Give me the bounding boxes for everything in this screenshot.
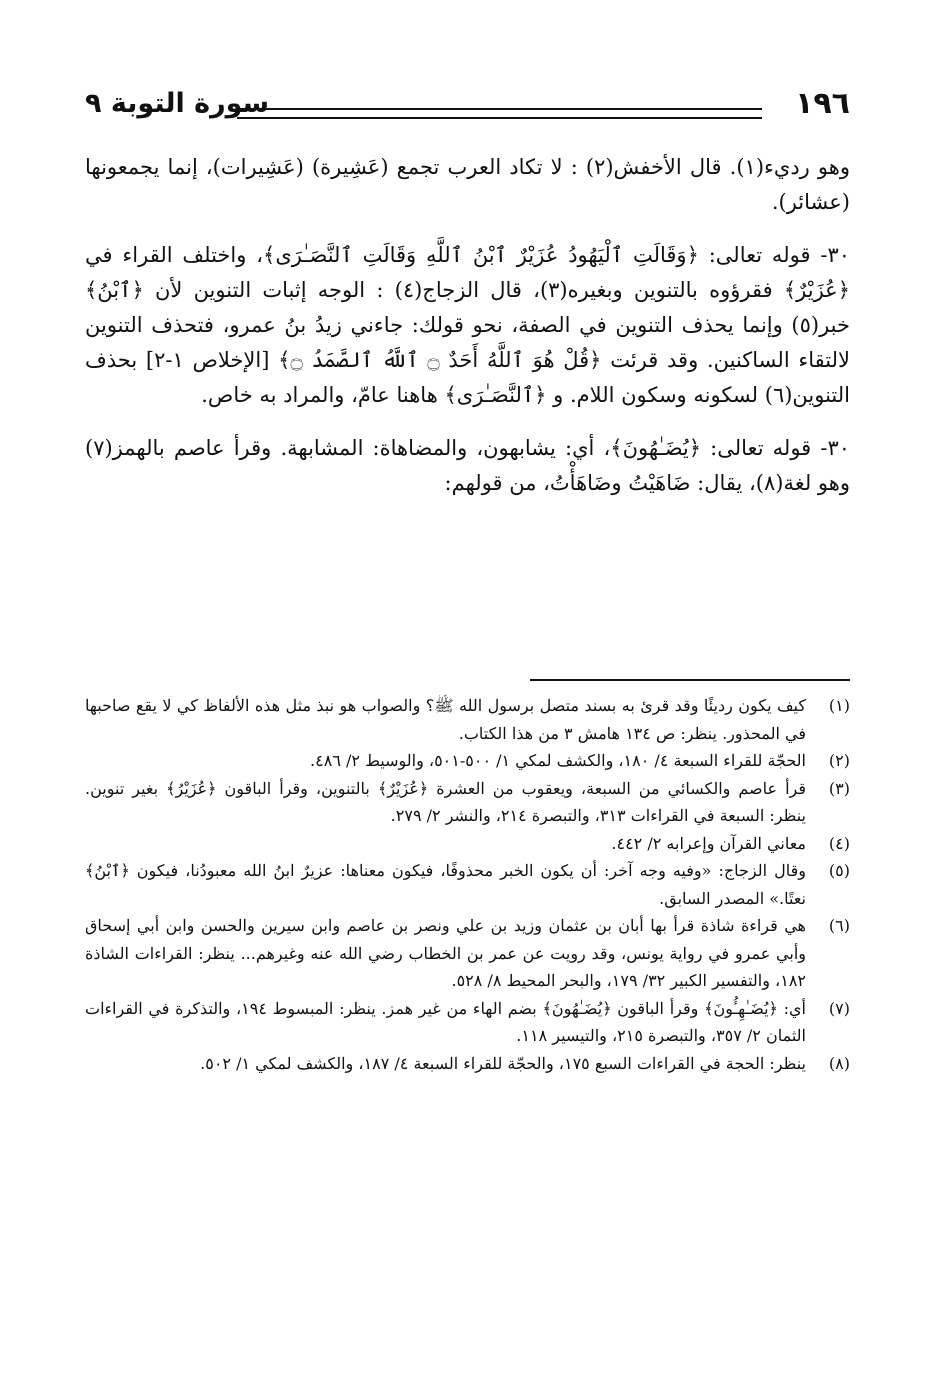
body-paragraph: وهو رديء(١). قال الأخفش(٢) : لا تكاد العرب تجمع (عَشِيرة) (عَشِيرات)، إنما يجمعونها (عشائر).: [85, 155, 850, 214]
footnote: [85, 912, 850, 995]
footnote-text: أي: ﴿يُضَـٰهِـُٔونَ﴾ وقرأ الباقون ﴿يُضَـٰهُونَ﴾ بضم الهاء من غير همز. ينظر: المبسوط ١٩٤، والتذكرة في القراءات الثمان ٢/ ٣٥٧، والتبصرة ٢١٥، والتيسير ١١٨.: [85, 998, 806, 1045]
footnote-number: (٥): [828, 861, 850, 880]
footnote-text: الحجّة للقراء السبعة ٤/ ١٨٠، والكشف لمكي ١/ ٥٠٠-٥٠١، والوسيط ٢/ ٤٨٦.: [310, 751, 806, 770]
footnote-text: وقال الزجاج: «وفيه وجه آخر: أن يكون الخبر محذوفًا، فيكون معناها: عزيرٌ ابنُ الله معبودُنا، فيكون ﴿ٱبْنُ﴾ نعتًا.» المصدر السابق.: [85, 861, 806, 908]
main-text: [85, 150, 850, 519]
footnote-number: (٣): [828, 778, 850, 798]
footnote: [85, 857, 850, 912]
footnote-number: (٤): [828, 833, 850, 853]
footnote-text: هي قراءة شاذة قرأ بها أبان بن عثمان وزيد بن علي ونصر بن عاصم وابن سيرين والحسن وابن أبي إسحاق وأبي عمرو في رواية يونس، وقد رويت عن عمر بن الخطاب رضي الله عنه وغيرهم... ينظر: القراءات الشاذة ١٨٢، والتفسير الكبير ٣٢/ ١٧٩، والبحر المحيط ٨/ ٥٢٨.: [85, 916, 806, 990]
footnote-number: (٢): [828, 751, 850, 770]
footnote-number: (١): [828, 696, 850, 715]
footnote-number: (٦): [828, 916, 850, 935]
footnote-separator: [530, 679, 850, 681]
footnote: [85, 692, 850, 747]
body-paragraph: ٣٠- قوله تعالى: ﴿يُضَـٰهُونَ﴾، أي: يشابهون، والمضاهاة: المشابهة. وقرأ عاصم بالهمز(٧) وهو لغة(٨)، يقال: ضَاهَيْتُ وضَاهَأْتُ، من قولهم:: [85, 436, 850, 495]
footnote-text: قرأ عاصم والكسائي من السبعة، ويعقوب من العشرة ﴿عُزَيْرٌ﴾ بالتنوين، وقرأ الباقون ﴿عُزَيْرُ﴾ بغير تنوين. ينظر: السبعة في القراءات ٣١٣، والتبصرة ٢١٤، والنشر ٢/ ٢٧٩.: [85, 778, 806, 825]
footnote: [85, 775, 850, 830]
footnote-number: (٧): [828, 998, 850, 1018]
page-number: ١٩٦: [795, 86, 850, 121]
footnote-text: ينظر: الحجة في القراءات السبع ١٧٥، والحجّة للقراء السبعة ٤/ ١٨٧، والكشف لمكي ١/ ٥٠٢.: [200, 1053, 806, 1073]
body-paragraph: ٣٠- قوله تعالى: ﴿وَقَالَتِ ٱلْيَهُودُ عُزَيْرٌ ٱبْنُ ٱللَّهِ وَقَالَتِ ٱلنَّصَـٰرَى﴾، واختلف القراء في ﴿عُزَيْرٌ﴾ فقرؤوه بالتنوين وبغيره(٣)، قال الزجاج(٤) : الوجه إثبات التنوين لأن ﴿ٱبْنُ﴾ خبر(٥) وإنما يحذف التنوين في الصفة، نحو قولك: جاءني زيدُ بنُ عمرو، فتحذف التنوين لالتقاء الساكنين. وقد قرئت ﴿قُلْ هُوَ ٱللَّهُ أَحَدٌ ۝ ٱللَّهُ ٱلصَّمَدُ ۝﴾ [الإخلاص ١-٢] بحذف التنوين(٦) لسكونه وسكون اللام. و ﴿ٱلنَّصَـٰرَى﴾ هاهنا عامّ، والمراد به خاص.: [85, 243, 850, 407]
footnote-number: (٨): [828, 1053, 850, 1073]
footnote-text: كيف يكون رديئًا وقد قرئ به بسند متصل برسول الله ﷺ؟ والصواب هو نبذ مثل هذه الألفاظ كي لا يقع صاحبها في المحذور. ينظر: ص ١٣٤ هامش ٣ من هذا الكتاب.: [85, 696, 806, 743]
surah-title: سورة التوبة ٩: [85, 88, 270, 119]
footnote: [85, 830, 850, 858]
footnote: [85, 1050, 850, 1078]
footnotes: [85, 692, 850, 1077]
footnote: [85, 747, 850, 775]
page-header: [85, 84, 850, 134]
footnote: [85, 995, 850, 1050]
header-double-rule: [237, 108, 762, 119]
footnote-text: معاني القرآن وإعرابه ٢/ ٤٤٢.: [611, 833, 806, 853]
